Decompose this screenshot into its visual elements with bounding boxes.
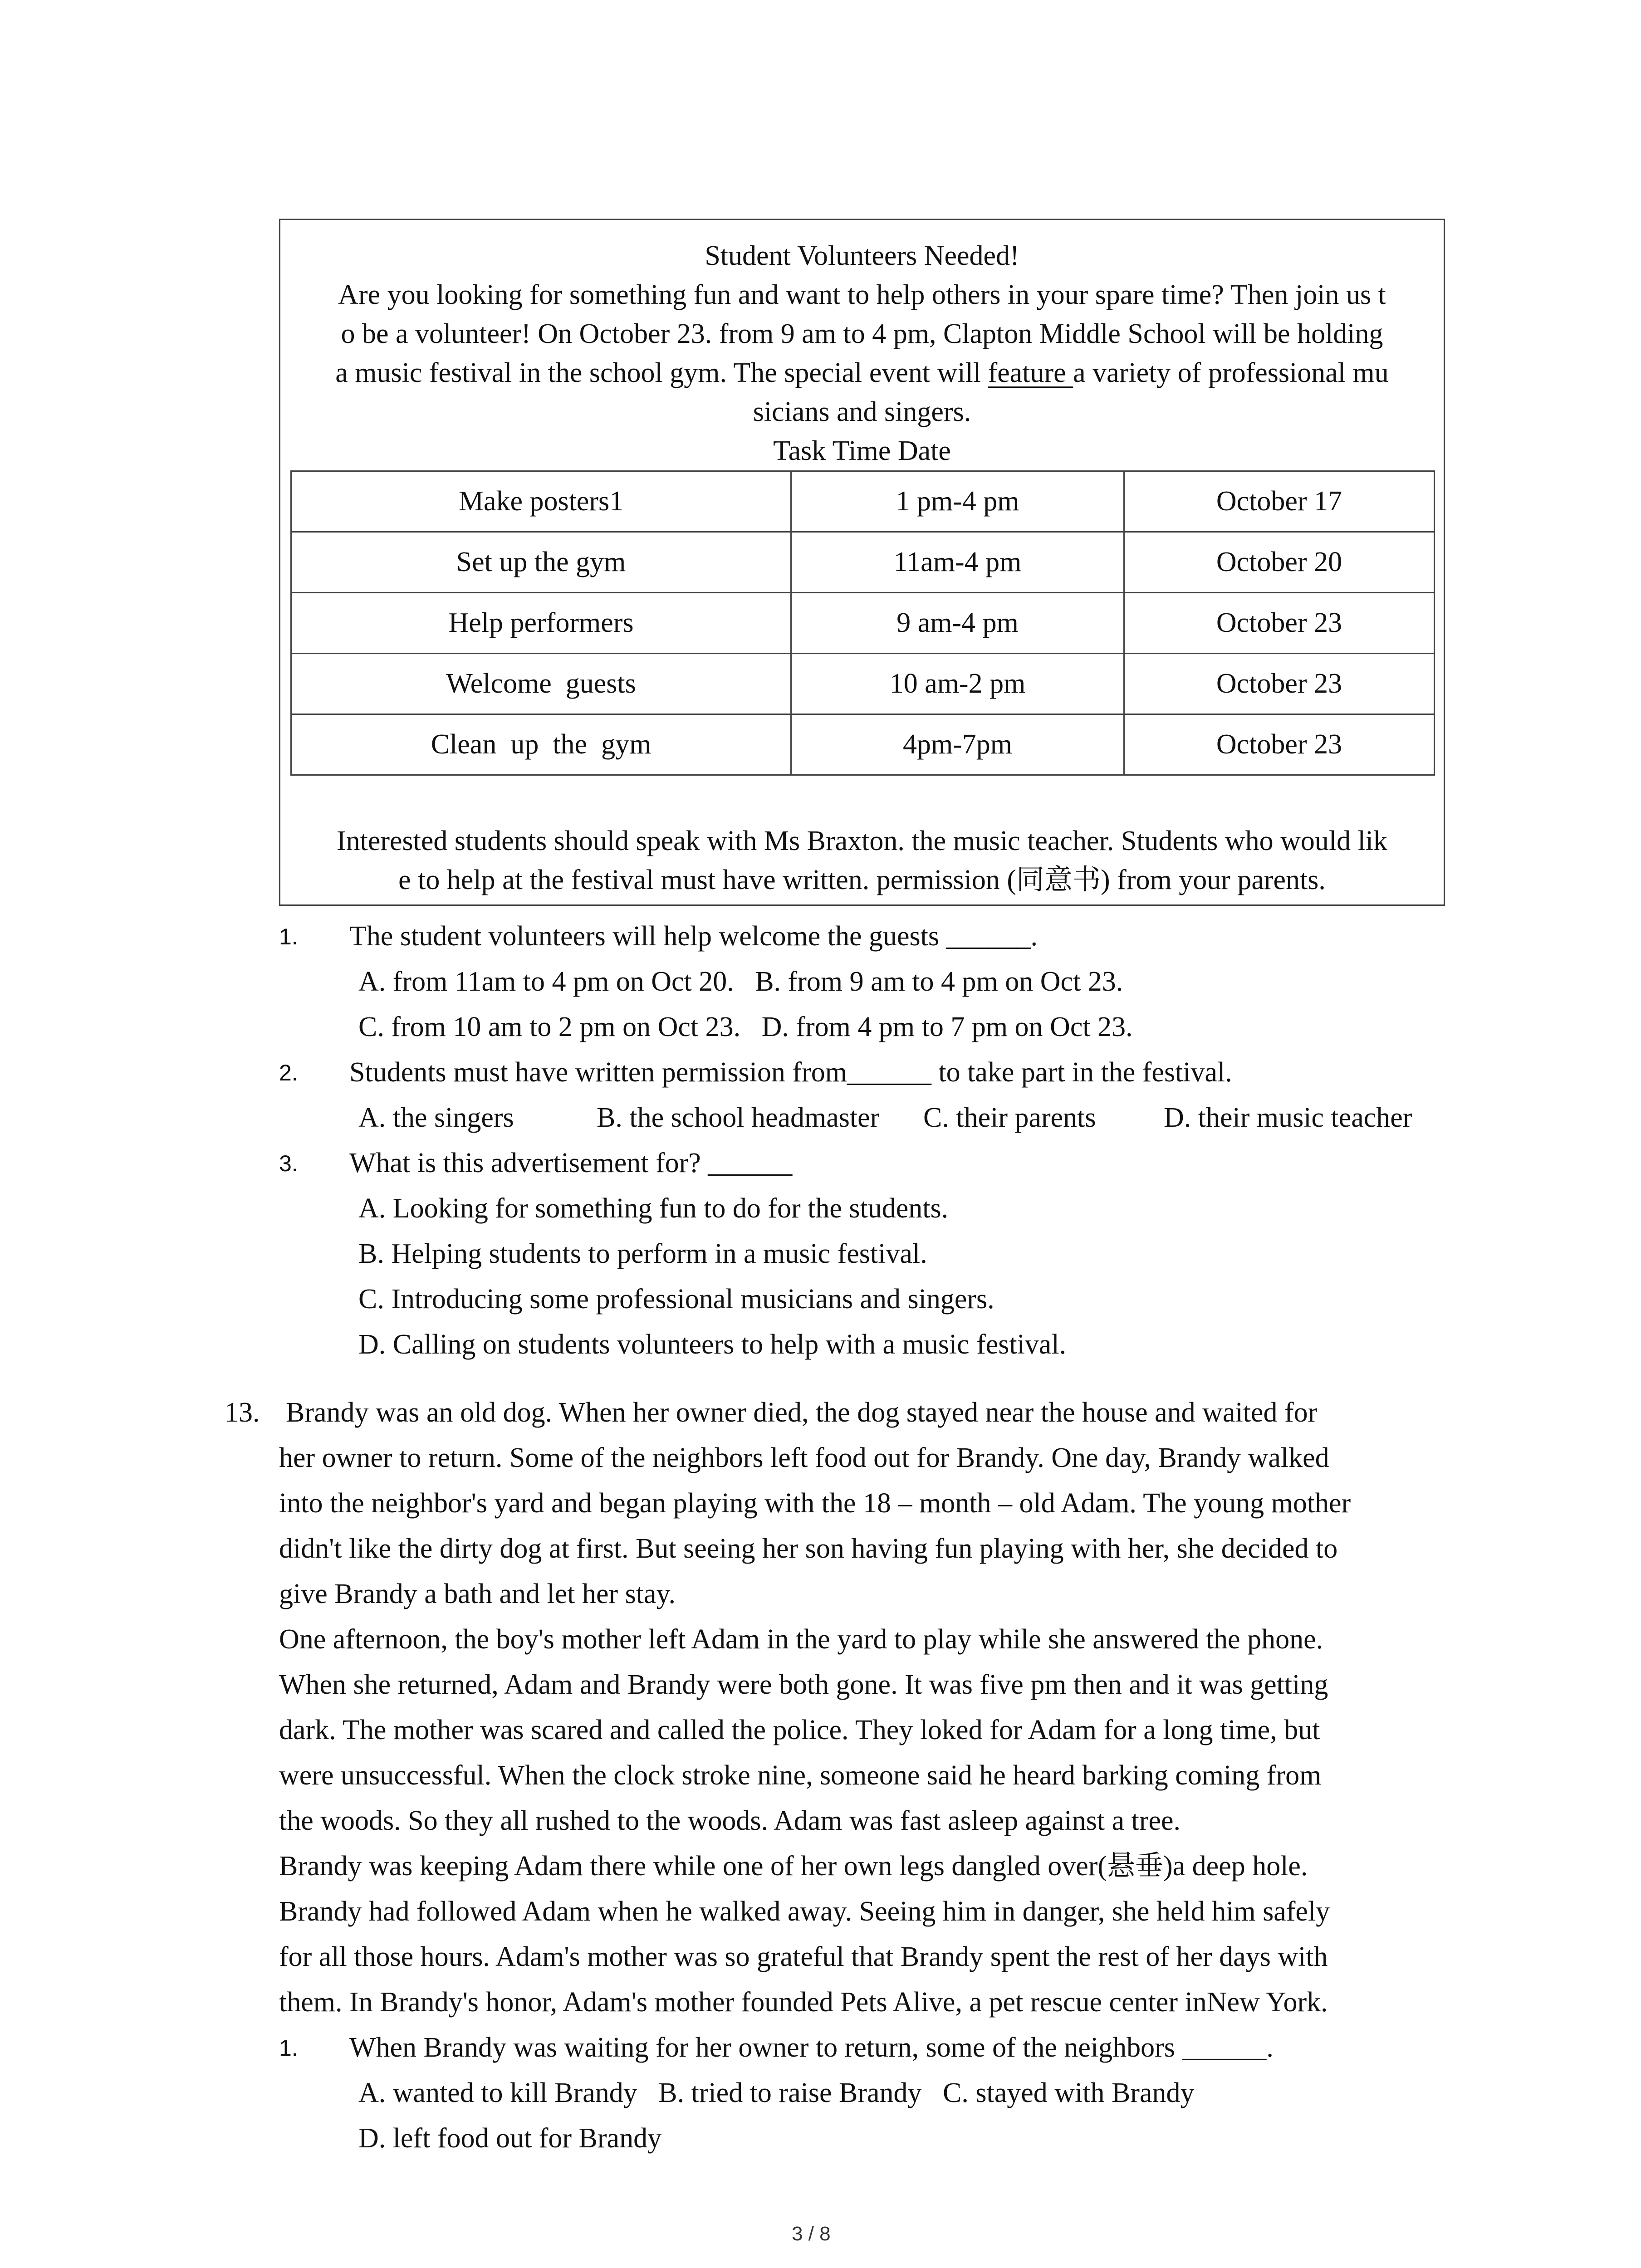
feature-underlined-word: feature — [988, 357, 1073, 388]
time-cell: 10 am-2 pm — [791, 654, 1124, 714]
question-stem: When Brandy was waiting for her owner to return, some of the neighbors ______. — [349, 2032, 1274, 2063]
time-cell: 1 pm-4 pm — [791, 471, 1124, 532]
ad-intro-line-1: Are you looking for something fun and want to help others in your spare time? Then join us t — [338, 279, 1386, 310]
option-c: C. Introducing some professional musicians and singers. — [358, 1284, 994, 1315]
option-d: D. left food out for Brandy — [358, 2123, 662, 2154]
table-row — [291, 532, 1435, 593]
date-cell: October 23 — [1124, 714, 1435, 775]
question-number: 3. — [279, 1151, 298, 1176]
passage-line: When she returned, Adam and Brandy were both gone. It was five pm then and it was getting — [279, 1669, 1328, 1700]
date-cell: October 23 — [1124, 654, 1435, 714]
question-options: A. wanted to kill Brandy B. tried to raise Brandy C. stayed with Brandy — [358, 2077, 1195, 2108]
option-a: A. Looking for something fun to do for the students. — [358, 1193, 949, 1224]
question-options: C. from 10 am to 2 pm on Oct 23. D. from 4 pm to 7 pm on Oct 23. — [358, 1012, 1133, 1042]
table-row — [291, 593, 1435, 654]
passage-line: Brandy was an old dog. When her owner died, the dog stayed near the house and waited for — [286, 1397, 1318, 1428]
task-cell: Make posters1 — [291, 471, 791, 532]
question-number: 1. — [279, 2035, 298, 2061]
passage-line: her owner to return. Some of the neighbors left food out for Brandy. One day, Brandy walked — [279, 1442, 1329, 1473]
page-number: 3 / 8 — [792, 2223, 831, 2245]
passage-line: didn't like the dirty dog at first. But seeing her son having fun playing with her, she decided to — [279, 1533, 1338, 1564]
ad-closing-line-2: e to help at the festival must have written. permission (同意书) from your parents. — [398, 865, 1326, 895]
passage-line: into the neighbor's yard and began playing with the 18 – month – old Adam. The young mother — [279, 1488, 1351, 1519]
option-c: C. their parents — [923, 1102, 1096, 1133]
date-cell: October 23 — [1124, 593, 1435, 654]
task-cell: Help performers — [291, 593, 791, 654]
date-cell: October 20 — [1124, 532, 1435, 593]
question-stem: What is this advertisement for? ______ — [349, 1148, 793, 1178]
option-b: B. the school headmaster — [597, 1102, 880, 1133]
question-stem: Students must have written permission from______ to take part in the festival. — [349, 1057, 1232, 1088]
ad-intro-line-3: a music festival in the school gym. The special event will feature a variety of professional mu — [335, 357, 1389, 388]
table-row — [291, 471, 1435, 532]
time-cell: 11am-4 pm — [791, 532, 1124, 593]
passage-line: Brandy was keeping Adam there while one of her own legs dangled over(悬垂)a deep hole. — [279, 1851, 1308, 1882]
option-d: D. Calling on students volunteers to help with a music festival. — [358, 1329, 1067, 1360]
passage-line: the woods. So they all rushed to the woods. Adam was fast asleep against a tree. — [279, 1805, 1181, 1836]
passage-line: were unsuccessful. When the clock stroke nine, someone said he heard barking coming from — [279, 1760, 1322, 1791]
option-b: B. Helping students to perform in a music festival. — [358, 1238, 927, 1269]
passage-line: give Brandy a bath and let her stay. — [279, 1579, 676, 1609]
option-d: D. their music teacher — [1164, 1102, 1412, 1133]
question-options: A. from 11am to 4 pm on Oct 20. B. from 9 am to 4 pm on Oct 23. — [358, 966, 1123, 997]
date-cell: October 17 — [1124, 471, 1435, 532]
question-stem: The student volunteers will help welcome the guests ______. — [349, 921, 1038, 952]
volunteer-task-table — [290, 470, 1435, 776]
question-number: 1. — [279, 924, 298, 949]
ad-closing-line-1: Interested students should speak with Ms Braxton. the music teacher. Students who would lik — [336, 826, 1388, 856]
time-cell: 4pm-7pm — [791, 714, 1124, 775]
passage-line: Brandy had followed Adam when he walked away. Seeing him in danger, she held him safely — [279, 1896, 1330, 1927]
task-cell: Welcome guests — [291, 654, 791, 714]
task-cell: Set up the gym — [291, 532, 791, 593]
table-caption: Task Time Date — [773, 435, 951, 466]
time-cell: 9 am-4 pm — [791, 593, 1124, 654]
ad-intro-line-2: o be a volunteer! On October 23. from 9 am to 4 pm, Clapton Middle School will be holding — [341, 318, 1383, 349]
question-number: 2. — [279, 1060, 298, 1085]
passage-line: them. In Brandy's honor, Adam's mother founded Pets Alive, a pet rescue center inNew York. — [279, 1987, 1328, 2018]
passage-line: for all those hours. Adam's mother was so grateful that Brandy spent the rest of her days with — [279, 1941, 1328, 1972]
ad-title: Student Volunteers Needed! — [705, 240, 1019, 271]
table-row — [291, 714, 1435, 775]
table-row — [291, 654, 1435, 714]
passage-line: One afternoon, the boy's mother left Adam in the yard to play while she answered the phone. — [279, 1624, 1323, 1655]
task-cell: Clean up the gym — [291, 714, 791, 775]
option-a: A. the singers — [358, 1102, 514, 1133]
passage-number: 13. — [225, 1397, 260, 1428]
ad-intro-line-4: sicians and singers. — [753, 396, 971, 427]
passage-line: dark. The mother was scared and called the police. They loked for Adam for a long time, but — [279, 1715, 1320, 1745]
